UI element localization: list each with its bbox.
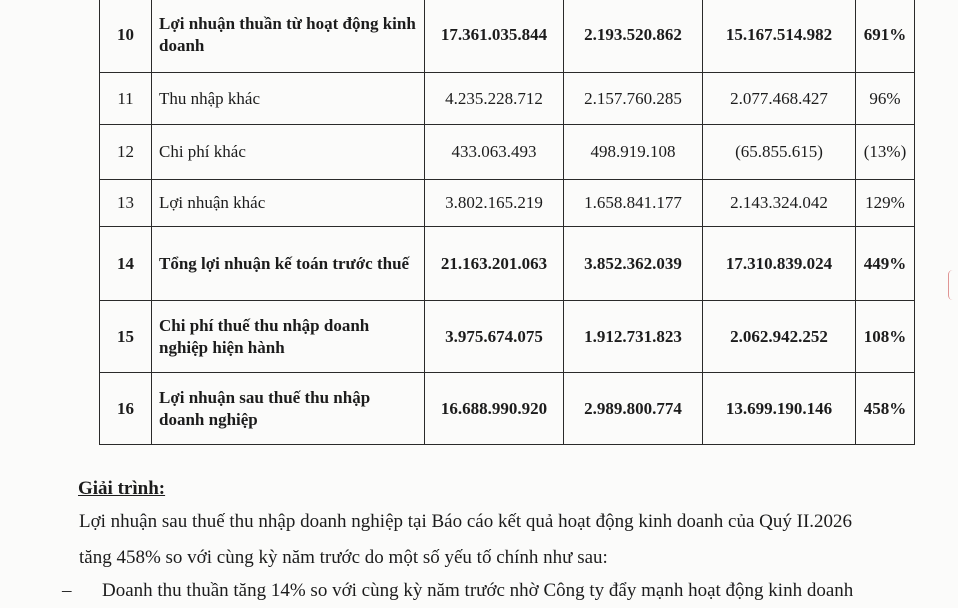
value-col-3: 15.167.514.982 bbox=[703, 0, 856, 73]
row-number: 12 bbox=[100, 125, 152, 180]
value-col-2: 2.193.520.862 bbox=[564, 0, 703, 73]
value-col-3: 2.077.468.427 bbox=[703, 73, 856, 125]
row-number: 11 bbox=[100, 73, 152, 125]
red-pen-mark bbox=[948, 270, 957, 300]
percent-col: 108% bbox=[856, 301, 915, 373]
row-label: Thu nhập khác bbox=[152, 73, 425, 125]
row-label: Lợi nhuận sau thuế thu nhập doanh nghiệp bbox=[152, 373, 425, 445]
value-col-3: 2.143.324.042 bbox=[703, 180, 856, 227]
value-col-3: 17.310.839.024 bbox=[703, 227, 856, 301]
income-statement-table bbox=[99, 0, 915, 445]
value-col-1: 16.688.990.920 bbox=[425, 373, 564, 445]
row-number: 10 bbox=[100, 0, 152, 73]
table-row bbox=[100, 180, 915, 227]
value-col-3: 2.062.942.252 bbox=[703, 301, 856, 373]
row-number: 13 bbox=[100, 180, 152, 227]
value-col-2: 1.658.841.177 bbox=[564, 180, 703, 227]
explanation-line-1: Lợi nhuận sau thuế thu nhập doanh nghiệp tại Báo cáo kết quả hoạt động kinh doanh của Quý II.2026 bbox=[79, 511, 853, 532]
percent-col: 449% bbox=[856, 227, 915, 301]
row-number: 14 bbox=[100, 227, 152, 301]
value-col-1: 17.361.035.844 bbox=[425, 0, 564, 73]
row-label: Chi phí thuế thu nhập doanh nghiệp hiện hành bbox=[152, 301, 425, 373]
row-label: Chi phí khác bbox=[152, 125, 425, 180]
percent-col: 691% bbox=[856, 0, 915, 73]
value-col-1: 21.163.201.063 bbox=[425, 227, 564, 301]
percent-col: (13%) bbox=[856, 125, 915, 180]
table-row bbox=[100, 301, 915, 373]
row-number: 15 bbox=[100, 301, 152, 373]
value-col-2: 498.919.108 bbox=[564, 125, 703, 180]
value-col-2: 2.157.760.285 bbox=[564, 73, 703, 125]
explanation-heading: Giải trình: bbox=[78, 478, 166, 499]
bullet-item bbox=[62, 580, 853, 602]
row-label: Lợi nhuận khác bbox=[152, 180, 425, 227]
value-col-2: 2.989.800.774 bbox=[564, 373, 703, 445]
row-label: Lợi nhuận thuần từ hoạt động kinh doanh bbox=[152, 0, 425, 73]
value-col-1: 4.235.228.712 bbox=[425, 73, 564, 125]
table-row bbox=[100, 73, 915, 125]
bullet-text: Doanh thu thuần tăng 14% so với cùng kỳ năm trước nhờ Công ty đẩy mạnh hoạt động kinh doanh bbox=[102, 580, 854, 601]
value-col-3: 13.699.190.146 bbox=[703, 373, 856, 445]
percent-col: 458% bbox=[856, 373, 915, 445]
percent-col: 96% bbox=[856, 73, 915, 125]
table-row bbox=[100, 373, 915, 445]
table-row bbox=[100, 227, 915, 301]
row-number: 16 bbox=[100, 373, 152, 445]
value-col-1: 433.063.493 bbox=[425, 125, 564, 180]
table-row bbox=[100, 0, 915, 73]
row-label: Tổng lợi nhuận kế toán trước thuế bbox=[152, 227, 425, 301]
value-col-2: 3.852.362.039 bbox=[564, 227, 703, 301]
value-col-2: 1.912.731.823 bbox=[564, 301, 703, 373]
bullet-dash: – bbox=[62, 580, 72, 601]
explanation-line-2: tăng 458% so với cùng kỳ năm trước do một số yếu tố chính như sau: bbox=[79, 547, 608, 568]
value-col-1: 3.802.165.219 bbox=[425, 180, 564, 227]
value-col-3: (65.855.615) bbox=[703, 125, 856, 180]
table-row bbox=[100, 125, 915, 180]
value-col-1: 3.975.674.075 bbox=[425, 301, 564, 373]
percent-col: 129% bbox=[856, 180, 915, 227]
